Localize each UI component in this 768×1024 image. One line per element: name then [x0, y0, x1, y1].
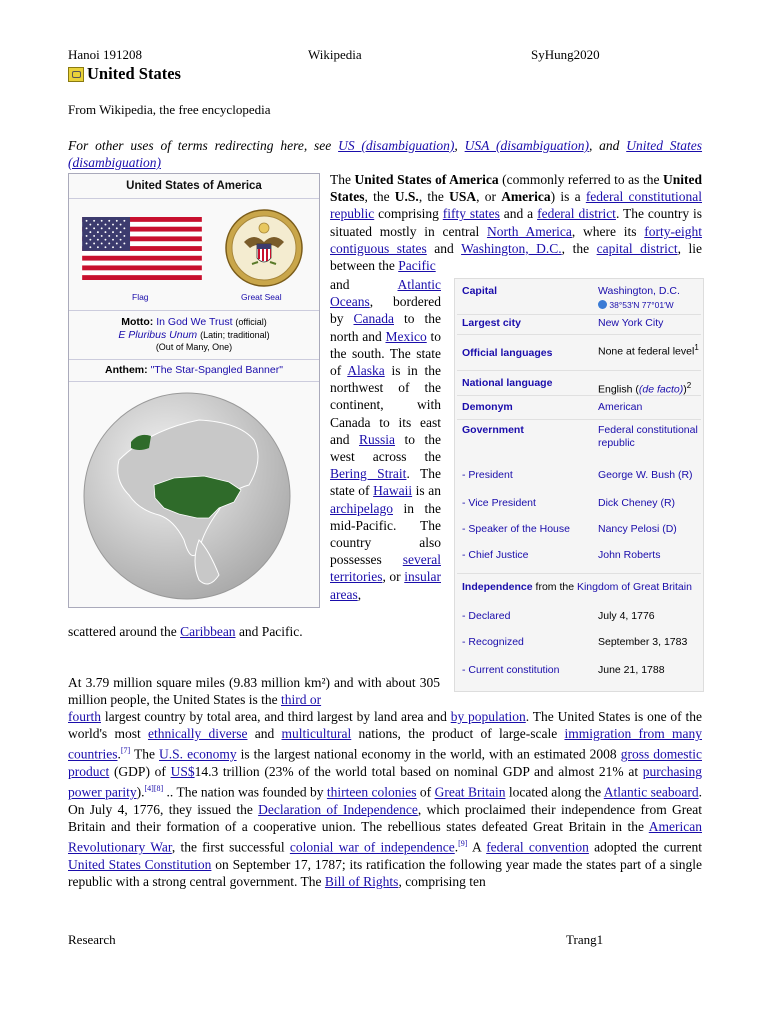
constitution-value: June 21, 1788	[598, 664, 665, 676]
motto-section: Motto: In God We Trust (official) E Pluribus Unum (Latin; traditional) (Out of Many, One)	[69, 310, 319, 354]
link-canada[interactable]: Canada	[353, 311, 394, 327]
national-language-label[interactable]: National language	[462, 377, 553, 389]
disambiguation-note: For other uses of terms redirecting here, see US (disambiguation), USA (disambiguation), and United States (disambiguation)	[68, 138, 703, 170]
official-languages-label[interactable]: Official languages	[462, 347, 553, 359]
capital-label[interactable]: Capital	[462, 285, 498, 297]
infobox-heading: United States of America	[69, 174, 319, 199]
link-ppp[interactable]: purchasing power parity	[68, 764, 703, 800]
link-atlantic-seaboard[interactable]: Atlantic seaboard	[603, 784, 699, 800]
link-thirteen-colonies[interactable]: thirteen colonies	[326, 784, 417, 800]
president-label[interactable]: - President	[462, 469, 513, 481]
link-federal-convention[interactable]: federal convention	[486, 839, 589, 855]
government-value[interactable]: Federal constitutional republic	[598, 424, 698, 449]
link-great-britain[interactable]: Great Britain	[434, 784, 506, 800]
vice-president-value[interactable]: Dick Cheney (R)	[598, 497, 676, 509]
link-constitution[interactable]: United States Constitution	[68, 857, 212, 873]
link-caribbean[interactable]: Caribbean	[180, 624, 236, 639]
largest-city-value[interactable]: New York City	[598, 317, 664, 329]
link-declaration[interactable]: Declaration of Independence	[258, 802, 418, 818]
link-revolutionary-war[interactable]: American Revolutionary War	[68, 819, 702, 855]
declared-label[interactable]: - Declared	[462, 610, 511, 622]
link-bering-strait[interactable]: Bering Strait	[330, 466, 407, 482]
chief-justice-label[interactable]: - Chief Justice	[462, 549, 529, 561]
link-atlantic-oceans[interactable]: Atlantic Oceans	[330, 277, 441, 310]
link-colonial-war[interactable]: colonial war of independence	[289, 839, 455, 855]
header-center: Wikipedia	[308, 47, 362, 62]
globe-icon[interactable]	[598, 300, 607, 309]
infobox-right: Capital Washington, D.C. 38°53′N 77°01′W Largest city New York City Official languages None at federal level$^1$ National language English ((de facto))$^2$ Demonym American Government Federal constitutional republic - President George W. Bush (R) - Vice President Dick Cheney (R) - Speaker of the House Nancy Pelosi (D) - Chief Justice John Roberts Independence from the Kingdom of Great Britain - Declared July 4, 1776 - Recognized September 3, 1783 - Current constitution June 21, 1788	[454, 278, 704, 692]
demonym-label[interactable]: Demonym	[462, 401, 513, 413]
link-bill-of-rights[interactable]: Bill of Rights	[324, 874, 399, 890]
intro-paragraph-end: scattered around the Caribbean and Pacific.	[68, 624, 303, 639]
government-label[interactable]: Government	[462, 424, 524, 436]
anthem-section: Anthem: "The Star-Spangled Banner"	[69, 359, 319, 382]
great-seal-image[interactable]	[224, 208, 304, 288]
second-paragraph: fourth largest country by total area, and third largest by land area and by population. The United States is one of the world's most ethnically diverse and multicultural nations, the product of large-scale immigration from many countries.[7] The U.S. economy is the largest national economy in the world, with an estimated 2008 gross domestic product (GDP) of US$14.3 trillion (23% of the world total based on nominal GDP and almost 21% at purchasing power parity).[4][8] .. The nation was founded by thirteen colonies of Great Britain located along the Atlantic seaboard. On July 4, 1776, they issued the Declaration of Independence, which proclaimed their independence from Great Britain and their formation of a cooperative union. The rebellious states defeated Great Britain in the American Revolutionary War, the first successful colonial war of independence.[9] A federal convention adopted the current United States Constitution on September 17, 1787; its ratification the following year made the states part of a single republic with a strong central government. The Bill of Rights, comprising ten	[68, 709, 703, 890]
speaker-value[interactable]: Nancy Pelosi (D)	[598, 523, 677, 535]
motto-link[interactable]: In God We Trust	[156, 316, 233, 328]
link-us-economy[interactable]: U.S. economy	[159, 746, 237, 762]
us-flag-image[interactable]	[82, 217, 202, 280]
link-by-population[interactable]: by population	[450, 709, 526, 724]
link-fifty-states[interactable]: fifty states	[442, 206, 500, 222]
link-united-states-disambiguation[interactable]: United States (disambiguation)	[68, 138, 703, 170]
globe-map-image[interactable]	[79, 390, 294, 602]
declared-value: July 4, 1776	[598, 610, 655, 622]
link-alaska[interactable]: Alaska	[347, 363, 385, 379]
recognized-label[interactable]: - Recognized	[462, 636, 524, 648]
infobox-left	[68, 173, 320, 608]
link-archipelago[interactable]: archipelago	[330, 500, 393, 516]
footer-left: Research	[68, 932, 116, 947]
speaker-label[interactable]: - Speaker of the House	[462, 523, 570, 535]
link-third-or-fourth-2[interactable]: fourth	[68, 709, 101, 724]
link-ethnically-diverse[interactable]: ethnically diverse	[147, 726, 248, 742]
demonym-value[interactable]: American	[598, 401, 643, 413]
footer-right: Trang1	[566, 932, 604, 947]
link-gdp[interactable]: gross domestic product	[68, 746, 702, 780]
link-washington-dc[interactable]: Washington, D.C.	[461, 240, 562, 256]
motto2-link[interactable]: E Pluribus Unum	[118, 328, 198, 341]
kingdom-link[interactable]: Kingdom of Great Britain	[576, 581, 692, 593]
recognized-value: September 3, 1783	[598, 636, 688, 648]
link-third-or-fourth[interactable]: third or	[280, 692, 322, 708]
president-value[interactable]: George W. Bush (R)	[598, 469, 693, 481]
intro-paragraph-top: The United States of America (commonly referred to as the United States, the U.S., the USA, or America) is a federal constitutional republic comprising fifty states and a federal district. The country is situated mostly in central North America, where its forty-eight contiguous states and Washington, D.C., the capital district, lie between the Pacific	[330, 172, 703, 274]
link-north-america[interactable]: North America	[486, 223, 572, 239]
header-right: SyHung2020	[531, 47, 600, 62]
header-left: Hanoi 191208	[68, 47, 143, 62]
independence-label: Independence from the Kingdom of Great Britain	[462, 581, 692, 593]
flag-caption[interactable]: Flag	[132, 292, 149, 302]
link-usa-disambiguation[interactable]: USA (disambiguation)	[464, 138, 589, 153]
link-russia[interactable]: Russia	[359, 431, 396, 447]
official-languages-value: None at federal level$^1$	[598, 343, 699, 358]
link-forty-eight-states[interactable]: forty-eight contiguous states	[330, 223, 702, 256]
capital-coordinates[interactable]: 38°53′N 77°01′W	[609, 300, 674, 310]
link-usd[interactable]: US$	[170, 764, 195, 780]
title-text: United States	[87, 64, 181, 83]
link-capital-district[interactable]: capital district	[596, 240, 678, 256]
second-paragraph-narrow: At 3.79 million square miles (9.83 million km²) and with about 305 million people, the United States is the third or	[68, 675, 440, 708]
capital-value[interactable]: Washington, D.C.	[598, 285, 680, 297]
article-title	[68, 64, 181, 84]
link-us-disambiguation[interactable]: US (disambiguation)	[338, 138, 455, 153]
seal-caption[interactable]: Great Seal	[241, 292, 282, 302]
vice-president-label[interactable]: - Vice President	[462, 497, 536, 509]
link-insular-areas[interactable]: insular areas	[330, 569, 441, 602]
link-federal-constitutional-republic[interactable]: federal constitutional republic	[330, 189, 702, 222]
link-hawaii[interactable]: Hawaii	[373, 483, 413, 499]
article-icon	[68, 67, 84, 82]
link-pacific[interactable]: Pacific	[398, 258, 436, 274]
link-mexico[interactable]: Mexico	[385, 328, 427, 344]
link-several-territories[interactable]: several territories	[330, 552, 441, 585]
largest-city-label[interactable]: Largest city	[462, 317, 521, 329]
anthem-link[interactable]: "The Star-Spangled Banner"	[150, 364, 283, 376]
chief-justice-value[interactable]: John Roberts	[598, 549, 661, 561]
link-multicultural[interactable]: multicultural	[281, 726, 352, 742]
link-immigration[interactable]: immigration from many countries	[68, 726, 703, 762]
constitution-label[interactable]: - Current constitution	[462, 664, 560, 676]
de-facto-link[interactable]: (de facto)	[638, 383, 684, 396]
intro-paragraph-narrow: and Atlantic Oceans, bordered by Canada to the north and Mexico to the south. The state of Alaska is in the northwest of the continent, with Canada to its east and Russia to the west across the Bering Strait. The state of Hawaii is an archipelago in the mid-Pacific. The country also possesses several territories, or insular areas,	[330, 277, 442, 602]
tagline: From Wikipedia, the free encyclopedia	[68, 102, 271, 117]
link-federal-district[interactable]: federal district	[537, 206, 616, 222]
